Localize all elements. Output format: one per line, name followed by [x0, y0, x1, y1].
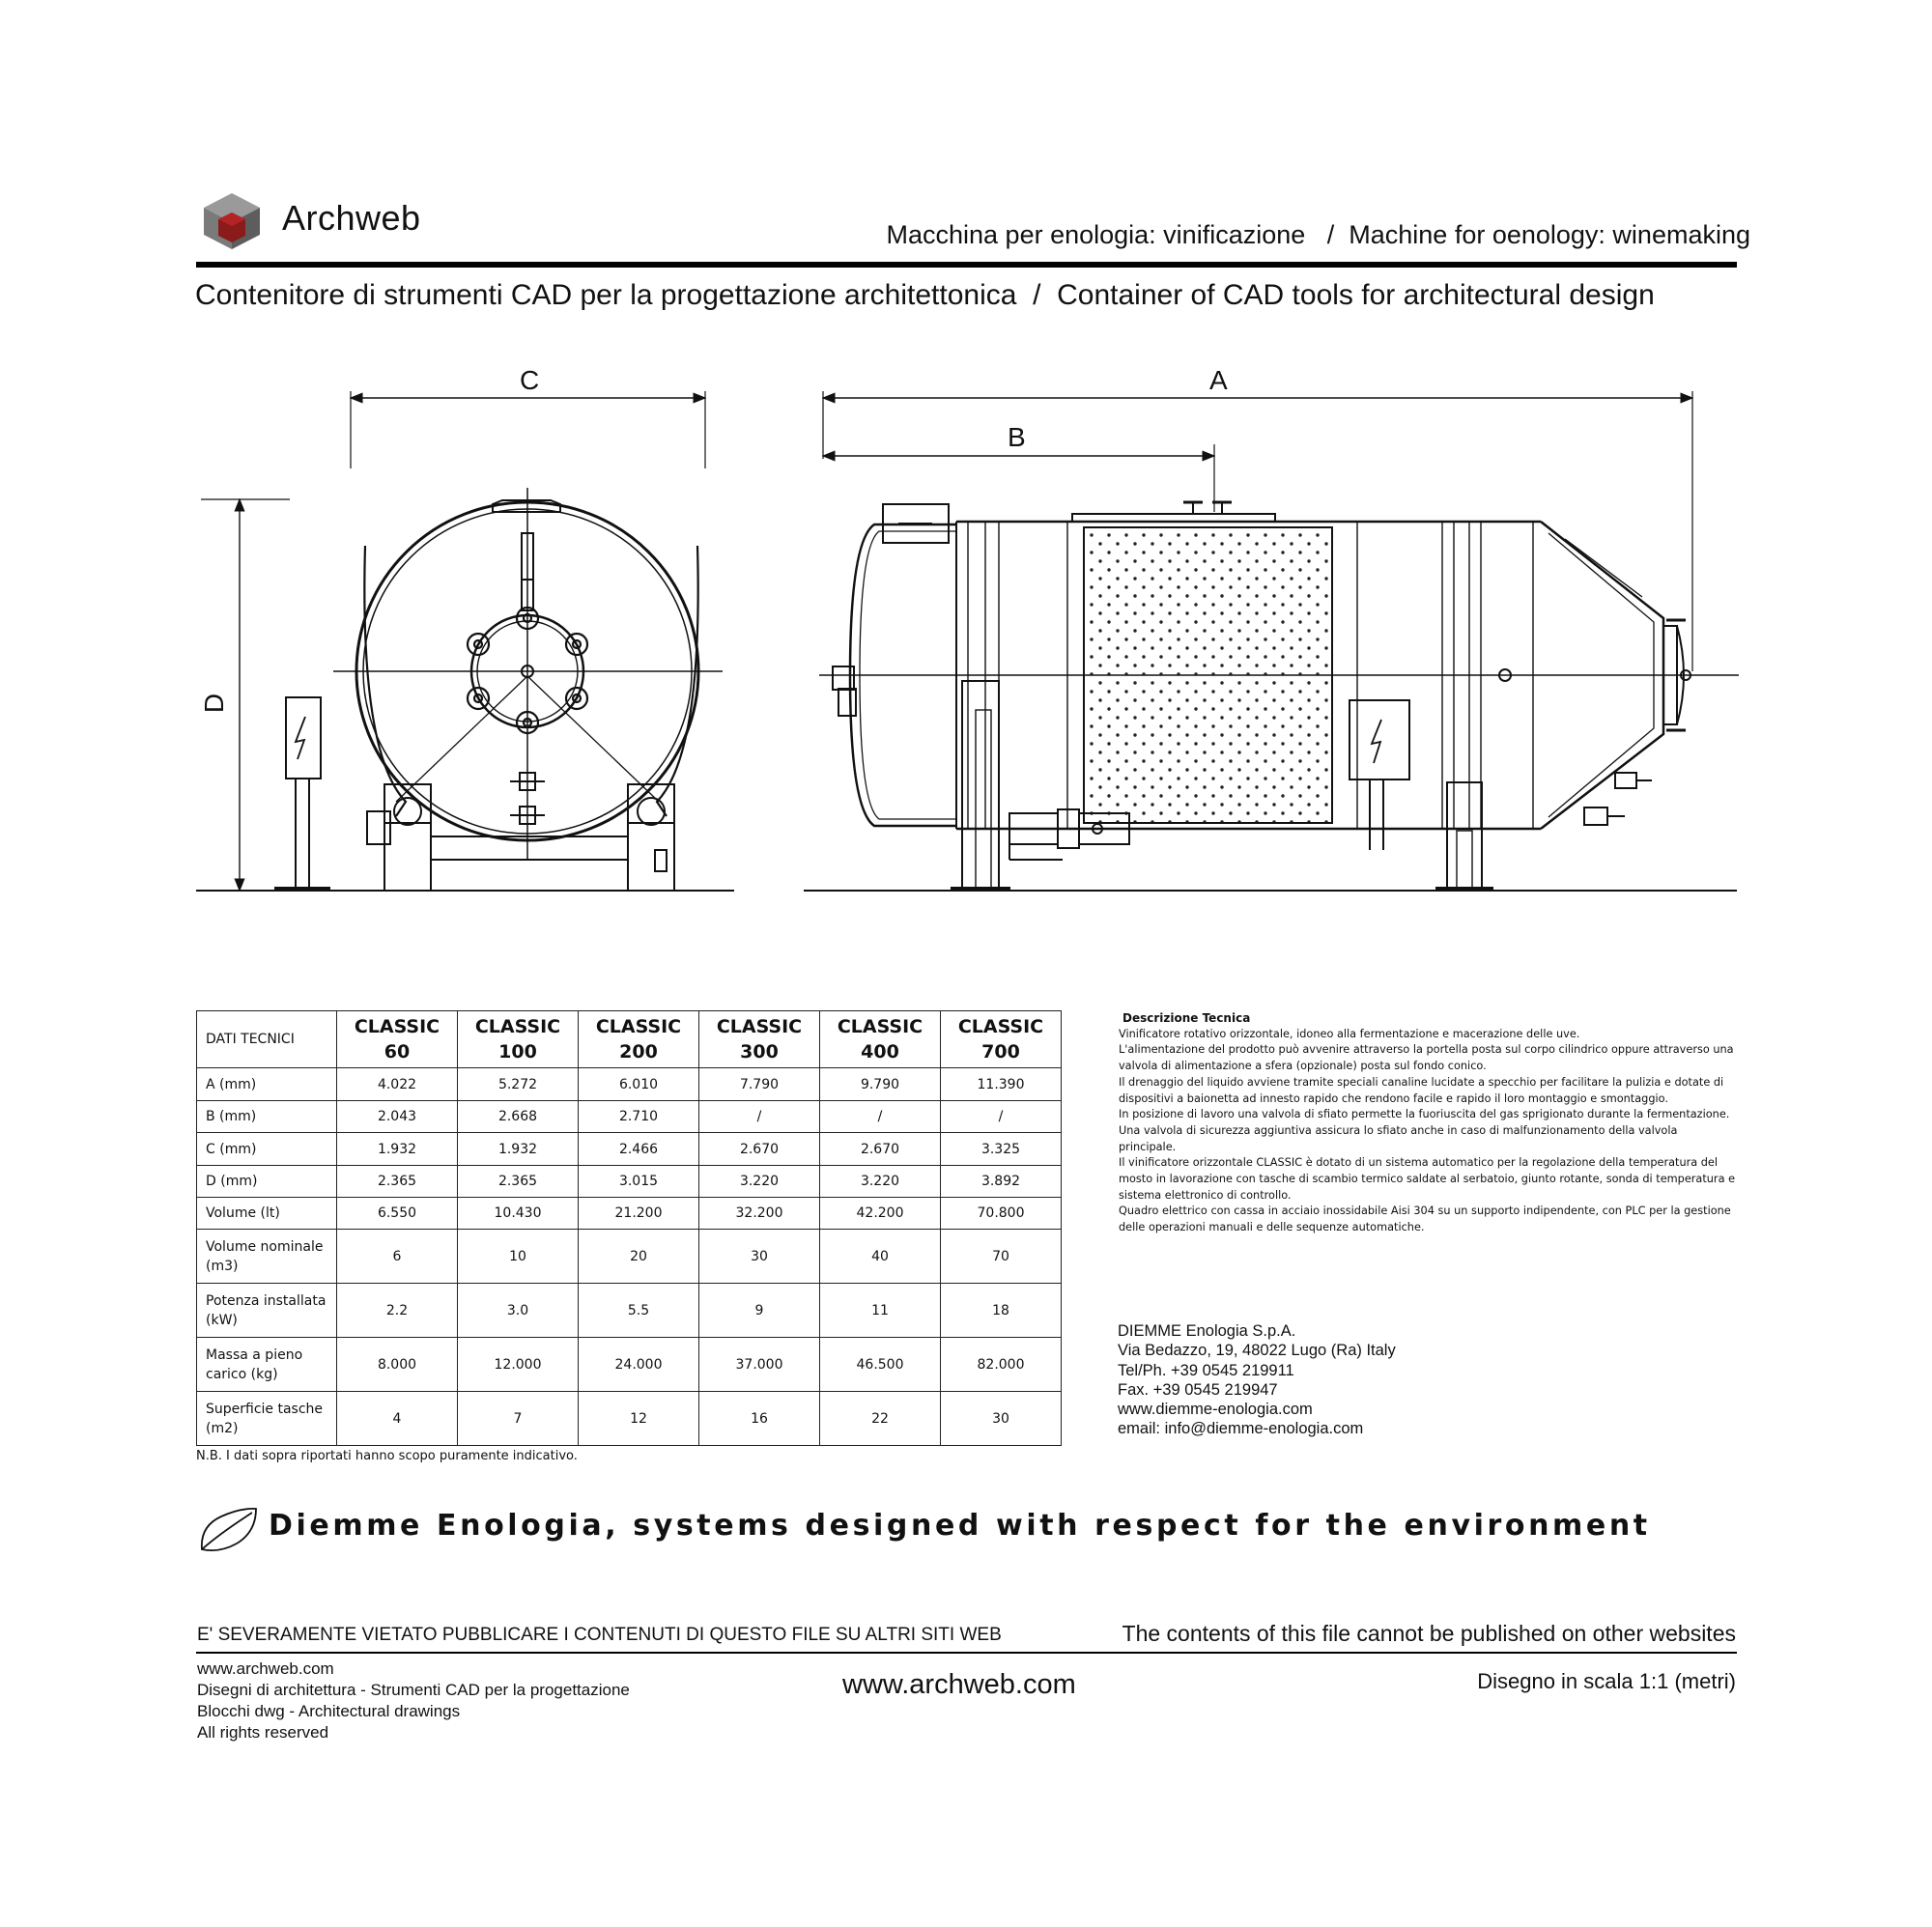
table-header-label: DATI TECNICI	[197, 1011, 337, 1068]
table-cell: 3.0	[458, 1284, 579, 1338]
table-cell: 22	[820, 1392, 941, 1446]
table-cell: 2.2	[337, 1284, 458, 1338]
footer-scale: Disegno in scala 1:1 (metri)	[1477, 1669, 1736, 1693]
table-cell: 2.043	[337, 1101, 458, 1133]
dimension-label-b: B	[1008, 422, 1026, 452]
model-header: CLASSIC 700	[941, 1011, 1062, 1068]
table-cell: 24.000	[579, 1338, 699, 1392]
model-header: CLASSIC 100	[458, 1011, 579, 1068]
table-cell: /	[941, 1101, 1062, 1133]
company-website-link[interactable]: www.diemme-enologia.com	[1118, 1401, 1313, 1419]
model-header: CLASSIC 400	[820, 1011, 941, 1068]
technical-description	[1119, 1010, 1737, 1236]
model-header: CLASSIC 200	[579, 1011, 699, 1068]
row-label: Potenza installata (kW)	[197, 1284, 337, 1338]
table-cell: 37.000	[699, 1338, 820, 1392]
table-row	[197, 1338, 1062, 1392]
table-cell: 11.390	[941, 1068, 1062, 1101]
description-title: Descrizione Tecnica	[1122, 1011, 1251, 1025]
row-label: C (mm)	[197, 1133, 337, 1166]
table-cell: 2.670	[820, 1133, 941, 1166]
row-label: B (mm)	[197, 1101, 337, 1133]
table-cell: 12.000	[458, 1338, 579, 1392]
dimension-label-c: C	[520, 365, 540, 395]
table-cell: 2.710	[579, 1101, 699, 1133]
footer-center-link[interactable]: www.archweb.com	[842, 1669, 1076, 1700]
warning-english: The contents of this file cannot be published on other websites	[1122, 1621, 1736, 1646]
description-paragraph: Quadro elettrico con cassa in acciaio inossidabile Aisi 304 su un supporto indipendente, con PLC per la gestione delle operazioni manuali e delle sequenze automatiche.	[1119, 1204, 1731, 1234]
slogan: Diemme Enologia, systems designed with respect for the environment	[269, 1509, 1651, 1543]
table-cell: 18	[941, 1284, 1062, 1338]
description-paragraph: Una valvola di sicurezza aggiuntiva assicura lo sfiato anche in caso di malfunzionamento della valvola principale.	[1119, 1123, 1678, 1153]
table-row	[197, 1133, 1062, 1166]
company-address: Via Bedazzo, 19, 48022 Lugo (Ra) Italy	[1118, 1342, 1396, 1360]
table-cell: 11	[820, 1284, 941, 1338]
footer-line: Blocchi dwg - Architectural drawings	[197, 1702, 461, 1720]
page-subtitle: Macchina per enologia: vinificazione / Machine for oenology: winemaking	[886, 220, 1750, 249]
technical-data-table	[196, 1010, 1062, 1446]
table-cell: 46.500	[820, 1338, 941, 1392]
table-row	[197, 1392, 1062, 1446]
page-tagline: Contenitore di strumenti CAD per la progettazione architettonica / Container of CAD tools for architectural design	[195, 279, 1655, 311]
table-row	[197, 1198, 1062, 1230]
footer-line: All rights reserved	[197, 1723, 329, 1742]
table-cell: 2.365	[458, 1166, 579, 1198]
table-cell: 40	[820, 1230, 941, 1284]
description-paragraph: Il vinificatore orizzontale CLASSIC è dotato di un sistema automatico per la regolazione della temperatura del mosto in lavorazione con tasche di scambio termico saldate al serbatoio, giunto rotante, sonda di temperatura e sistema elettronico di controllo.	[1119, 1156, 1736, 1202]
table-cell: 3.220	[820, 1166, 941, 1198]
table-row	[197, 1166, 1062, 1198]
table-cell: 7.790	[699, 1068, 820, 1101]
table-cell: 82.000	[941, 1338, 1062, 1392]
description-paragraph: Il drenaggio del liquido avviene tramite speciali canaline lucidate a specchio per facilitare la pulizia e dotate di dispositivi a baionetta ad innesto rapido che rendono facile e rapido il loro montaggio e smontaggio.	[1119, 1075, 1724, 1105]
description-paragraph: Vinificatore rotativo orizzontale, idoneo alla fermentazione e macerazione delle uve.	[1119, 1027, 1580, 1040]
table-cell: 6	[337, 1230, 458, 1284]
table-cell: 4	[337, 1392, 458, 1446]
table-cell: 10.430	[458, 1198, 579, 1230]
table-note: N.B. I dati sopra riportati hanno scopo puramente indicativo.	[196, 1449, 578, 1463]
leaf-icon	[198, 1505, 260, 1558]
footer-site-link[interactable]: www.archweb.com	[197, 1659, 334, 1678]
table-cell: 3.220	[699, 1166, 820, 1198]
table-header-row	[197, 1011, 1062, 1068]
row-label: Volume (lt)	[197, 1198, 337, 1230]
row-label: Superficie tasche (m2)	[197, 1392, 337, 1446]
contact-block	[1118, 1321, 1396, 1439]
row-label: Volume nominale (m3)	[197, 1230, 337, 1284]
table-cell: 10	[458, 1230, 579, 1284]
table-cell: 70	[941, 1230, 1062, 1284]
footer-left	[197, 1658, 630, 1743]
model-header: CLASSIC 60	[337, 1011, 458, 1068]
company-name: DIEMME Enologia S.p.A.	[1118, 1322, 1296, 1340]
table-cell: 16	[699, 1392, 820, 1446]
table-cell: 12	[579, 1392, 699, 1446]
logo-text: Archweb	[282, 198, 421, 238]
description-paragraph: In posizione di lavoro una valvola di sfiato permette la fuoriuscita del gas sprigionato durante la fermentazione.	[1119, 1108, 1730, 1121]
table-cell: 30	[941, 1392, 1062, 1446]
table-cell: 8.000	[337, 1338, 458, 1392]
table-cell: 2.365	[337, 1166, 458, 1198]
table-cell: 6.550	[337, 1198, 458, 1230]
table-cell: 4.022	[337, 1068, 458, 1101]
row-label: A (mm)	[197, 1068, 337, 1101]
dimension-label-d: D	[199, 693, 230, 714]
table-cell: 20	[579, 1230, 699, 1284]
description-paragraph: L'alimentazione del prodotto può avvenire attraverso la portella posta sul corpo cilindrico oppure attraverso una valvola di alimentazione a sfera (opzionale) posta sul fondo conico.	[1119, 1043, 1734, 1073]
technical-drawing	[0, 0, 1932, 927]
table-cell: 2.668	[458, 1101, 579, 1133]
footer-rule	[196, 1652, 1737, 1654]
table-cell: 5.272	[458, 1068, 579, 1101]
table-cell: 2.466	[579, 1133, 699, 1166]
table-cell: 3.892	[941, 1166, 1062, 1198]
company-email-link[interactable]: email: info@diemme-enologia.com	[1118, 1420, 1364, 1438]
footer-line: Disegni di architettura - Strumenti CAD per la progettazione	[197, 1681, 630, 1699]
table-row	[197, 1101, 1062, 1133]
row-label: Massa a pieno carico (kg)	[197, 1338, 337, 1392]
company-phone: Tel/Ph. +39 0545 219911	[1118, 1361, 1294, 1379]
table-cell: 1.932	[337, 1133, 458, 1166]
table-cell: 5.5	[579, 1284, 699, 1338]
table-cell: 21.200	[579, 1198, 699, 1230]
warning-italian: E' SEVERAMENTE VIETATO PUBBLICARE I CONTENUTI DI QUESTO FILE SU ALTRI SITI WEB	[197, 1625, 1002, 1645]
table-cell: 70.800	[941, 1198, 1062, 1230]
table-cell: 9.790	[820, 1068, 941, 1101]
table-cell: 32.200	[699, 1198, 820, 1230]
row-label: D (mm)	[197, 1166, 337, 1198]
table-row	[197, 1230, 1062, 1284]
dimension-label-a: A	[1209, 365, 1228, 395]
table-cell: 1.932	[458, 1133, 579, 1166]
table-cell: /	[699, 1101, 820, 1133]
table-cell: 6.010	[579, 1068, 699, 1101]
table-cell: 7	[458, 1392, 579, 1446]
table-cell: 3.015	[579, 1166, 699, 1198]
table-cell: 3.325	[941, 1133, 1062, 1166]
table-cell: 2.670	[699, 1133, 820, 1166]
table-cell: 30	[699, 1230, 820, 1284]
model-header: CLASSIC 300	[699, 1011, 820, 1068]
table-cell: 9	[699, 1284, 820, 1338]
table-cell: /	[820, 1101, 941, 1133]
table-row	[197, 1068, 1062, 1101]
company-fax: Fax. +39 0545 219947	[1118, 1380, 1278, 1399]
table-cell: 42.200	[820, 1198, 941, 1230]
table-row	[197, 1284, 1062, 1338]
